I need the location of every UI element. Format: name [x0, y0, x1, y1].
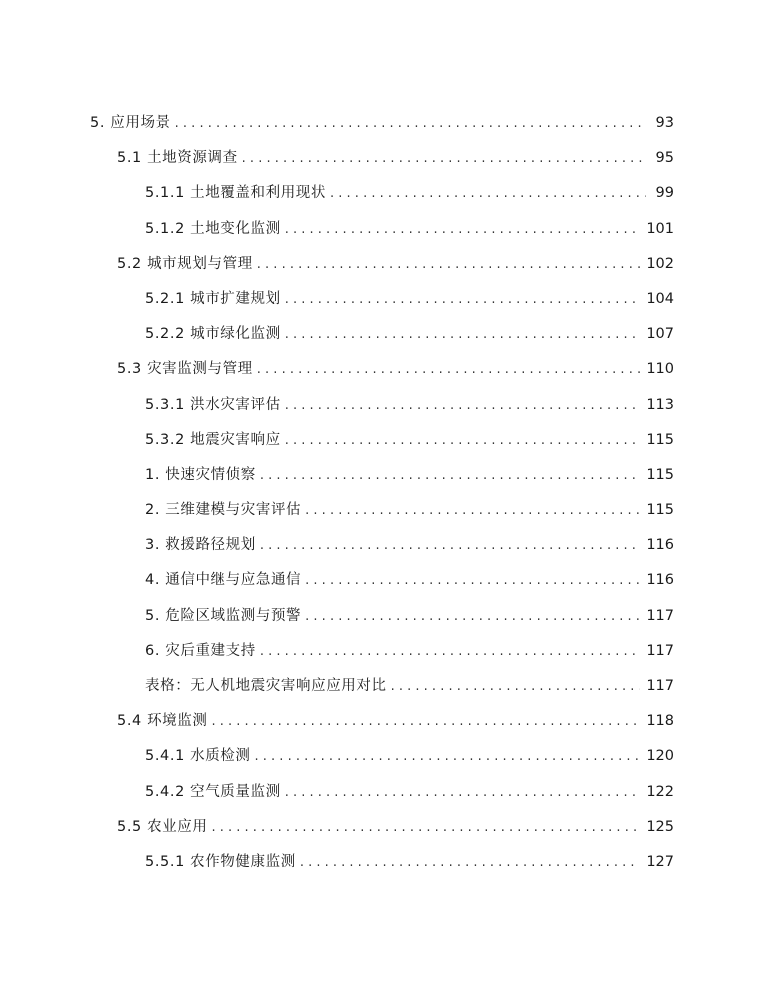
toc-entry-page: 110 — [646, 361, 674, 378]
toc-leader-dots — [211, 704, 640, 739]
toc-entry-title: 表格：无人机地震灾害响应应用对比 — [145, 678, 387, 694]
toc-entry[interactable] — [0, 317, 765, 352]
toc-entry[interactable] — [0, 247, 765, 282]
toc-leader-dots — [305, 493, 640, 528]
toc-entry-page: 115 — [646, 431, 674, 448]
toc-entry[interactable] — [0, 775, 765, 810]
toc-entry-title: 5.4.1 水质检测 — [145, 748, 251, 765]
toc-entry[interactable] — [0, 810, 765, 845]
toc-leader-dots — [257, 247, 641, 282]
toc-entry-page: 113 — [646, 396, 674, 413]
toc-entry[interactable] — [0, 388, 765, 423]
toc-entry[interactable] — [0, 669, 765, 704]
toc-entry-title: 4. 通信中继与应急通信 — [145, 572, 302, 589]
toc-entry-title: 5.3.1 洪水灾害评估 — [145, 396, 281, 413]
toc-leader-dots — [285, 775, 641, 810]
toc-entry-title: 1. 快速灾情侦察 — [145, 466, 256, 483]
toc-entry-page: 101 — [646, 220, 674, 237]
toc-entry-title: 6. 灾后重建支持 — [145, 642, 256, 659]
toc-entry-page: 117 — [646, 607, 674, 624]
toc-entry-page: 115 — [646, 502, 674, 519]
toc-entry[interactable] — [0, 493, 765, 528]
toc-leader-dots — [330, 176, 646, 211]
toc-entry-title: 5.2.2 城市绿化监测 — [145, 326, 281, 343]
toc-leader-dots — [260, 528, 640, 563]
toc-entry-page: 116 — [646, 537, 674, 554]
toc-entry-page: 102 — [646, 255, 674, 272]
toc-entry[interactable] — [0, 563, 765, 598]
toc-entry[interactable] — [0, 423, 765, 458]
toc-leader-dots — [257, 352, 641, 387]
toc-entry-title: 2. 三维建模与灾害评估 — [145, 502, 302, 519]
toc-entry-page: 127 — [646, 853, 674, 870]
toc-leader-dots — [211, 810, 640, 845]
toc-entry-title: 5.4.2 空气质量监测 — [145, 783, 281, 800]
toc-entry-page: 117 — [646, 678, 674, 694]
toc-entry-title: 5.2 城市规划与管理 — [117, 255, 253, 272]
toc-entry[interactable] — [0, 282, 765, 317]
toc-entry[interactable] — [0, 634, 765, 669]
toc-entry[interactable] — [0, 599, 765, 634]
toc-entry-page: 115 — [646, 466, 674, 483]
toc-leader-dots — [260, 634, 640, 669]
toc-leader-dots — [175, 106, 646, 141]
toc-leader-dots — [260, 458, 640, 493]
toc-entry[interactable] — [0, 212, 765, 247]
toc-entry-page: 125 — [646, 818, 674, 835]
toc-entry-page: 117 — [646, 642, 674, 659]
toc-leader-dots — [285, 317, 641, 352]
toc-entry[interactable] — [0, 704, 765, 739]
toc-leader-dots — [285, 282, 641, 317]
toc-entry-page: 107 — [646, 326, 674, 343]
toc-leader-dots — [305, 599, 640, 634]
toc-leader-dots — [300, 845, 641, 880]
toc-entry[interactable] — [0, 352, 765, 387]
toc-entry-page: 93 — [655, 115, 674, 131]
toc-entry-page: 116 — [646, 572, 674, 589]
toc-entry-page: 95 — [655, 150, 674, 167]
toc-entry-title: 5.3.2 地震灾害响应 — [145, 431, 281, 448]
toc-leader-dots — [285, 423, 641, 458]
toc-entry-title: 5.1.2 土地变化监测 — [145, 220, 281, 237]
toc-entry-title: 5.1 土地资源调查 — [117, 150, 238, 167]
toc-entry-page: 99 — [655, 185, 674, 202]
toc-entry-title: 5.2.1 城市扩建规划 — [145, 290, 281, 307]
toc-entry[interactable] — [0, 739, 765, 774]
toc-leader-dots — [242, 141, 646, 176]
toc-leader-dots — [285, 388, 641, 423]
toc-entry-page: 122 — [646, 783, 674, 800]
toc-leader-dots — [285, 212, 641, 247]
toc-entry-title: 5. 危险区域监测与预警 — [145, 607, 302, 624]
toc-entry-page: 118 — [646, 713, 674, 730]
toc-entry-title: 5.5 农业应用 — [117, 818, 208, 835]
toc-entry-title: 5.4 环境监测 — [117, 713, 208, 730]
toc-entry-title: 3. 救援路径规划 — [145, 537, 256, 554]
toc-entry[interactable] — [0, 458, 765, 493]
toc-leader-dots — [255, 739, 641, 774]
toc-entry[interactable] — [0, 141, 765, 176]
toc-entry[interactable] — [0, 845, 765, 880]
toc-leader-dots — [391, 669, 641, 704]
toc-entry[interactable] — [0, 106, 765, 141]
toc-entry[interactable] — [0, 528, 765, 563]
toc-entry-title: 5.5.1 农作物健康监测 — [145, 853, 296, 870]
toc-entry-title: 5. 应用场景 — [90, 115, 171, 131]
toc-entry-page: 104 — [646, 290, 674, 307]
table-of-contents — [0, 106, 765, 880]
toc-entry-title: 5.3 灾害监测与管理 — [117, 361, 253, 378]
toc-entry-title: 5.1.1 土地覆盖和利用现状 — [145, 185, 327, 202]
toc-leader-dots — [305, 563, 640, 598]
toc-entry[interactable] — [0, 176, 765, 211]
toc-entry-page: 120 — [646, 748, 674, 765]
